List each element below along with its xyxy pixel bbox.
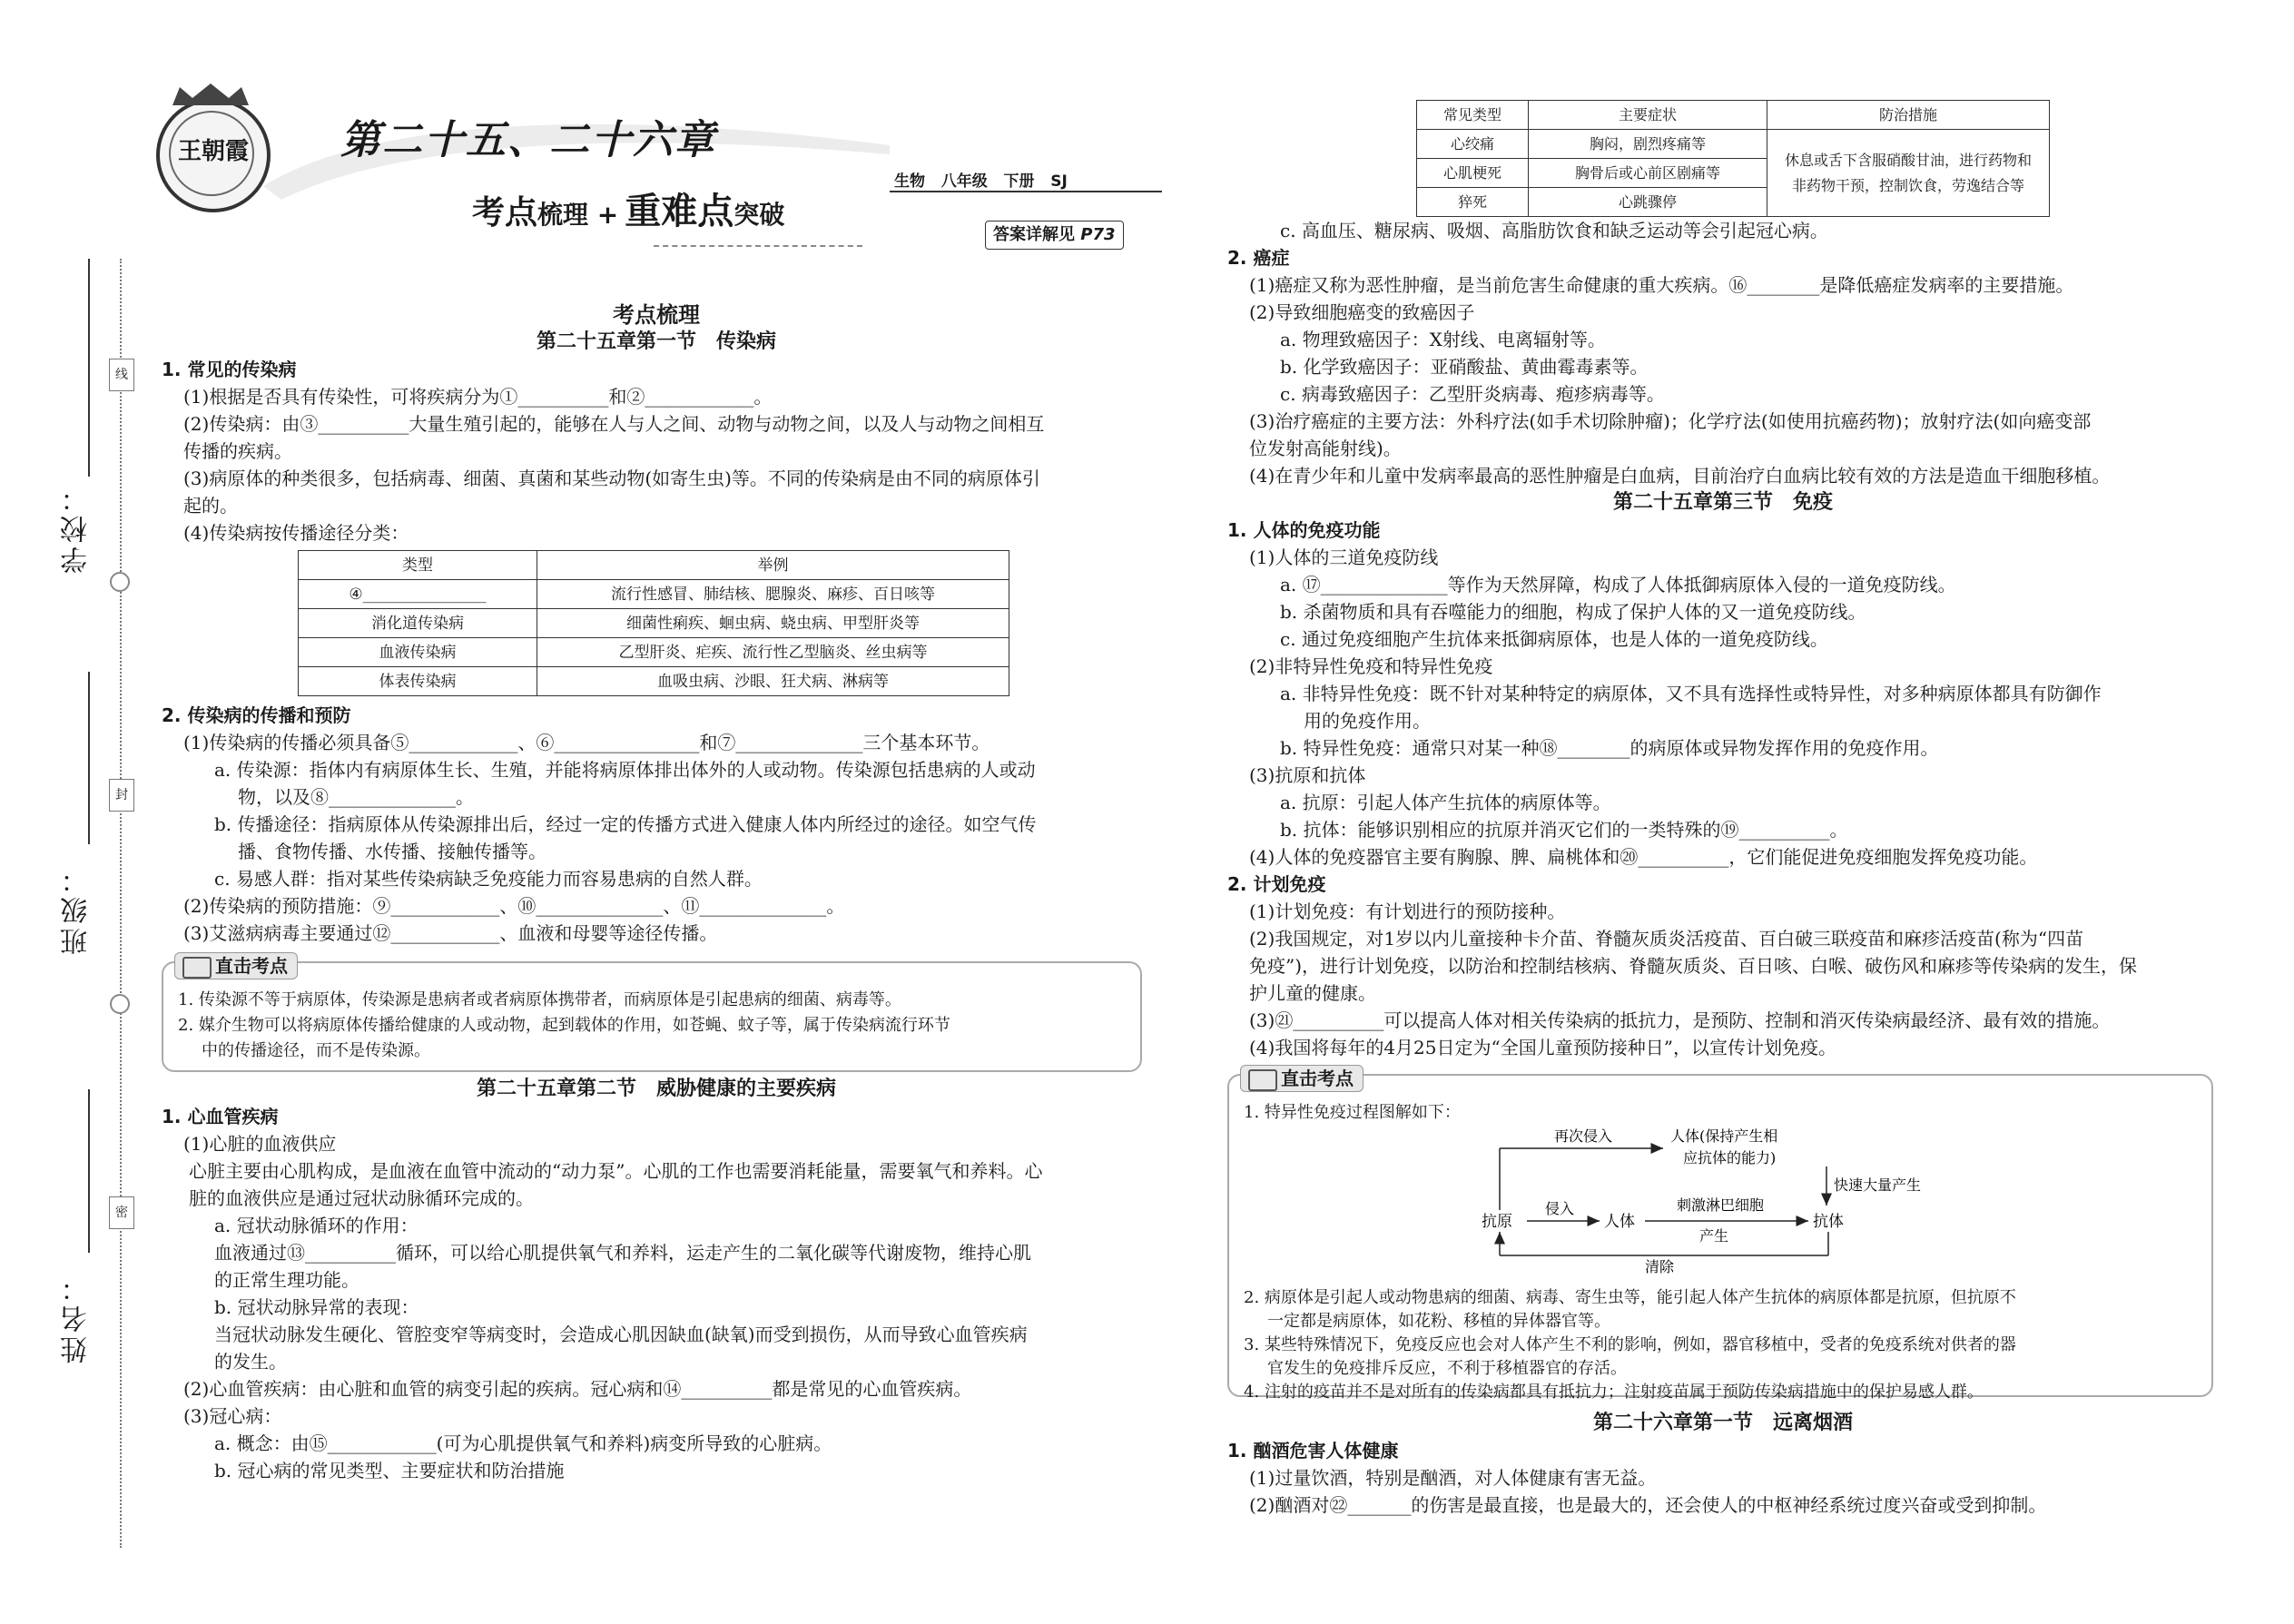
- s2-p3: (2)心血管疾病：由心脏和血管的病变引起的疾病。冠心病和⑭__________都是常见的心血管疾病。: [183, 1378, 972, 1400]
- left-column: [162, 301, 1151, 1484]
- table-header: 常见类型: [1417, 101, 1529, 130]
- r-2b: b. 化学致癌因子：亚硝酸盐、黄曲霉毒素等。: [1280, 356, 1649, 378]
- sub-title: 考点梳理 + 重难点突破: [472, 191, 785, 232]
- table-row: [299, 667, 1009, 696]
- tip1-line2b: 中的传播途径，而不是传染源。: [202, 1041, 430, 1060]
- section-heading: 考点梳理: [613, 302, 700, 328]
- tip2-line2b: 一定都是病原体，如花粉、移植的异体器官等。: [1267, 1312, 1610, 1331]
- tag-subject: 生物: [894, 172, 925, 191]
- transmission-table: [298, 550, 1009, 696]
- r-1: (1)癌症又称为恶性肿瘤，是当前危害生命健康的重大疾病。⑯________是降低癌症发病率的主要措施。: [1249, 274, 2074, 296]
- node-body2a: 人体(保持产生相: [1670, 1127, 1778, 1145]
- mark-xian: 线: [109, 359, 134, 391]
- chd-table: [1416, 100, 2050, 217]
- tag-volume: 下册: [1003, 172, 1035, 191]
- table-row: [299, 580, 1009, 609]
- s2-p4b: b. 冠心病的常见类型、主要症状和防治措施: [214, 1460, 565, 1481]
- table-cell: 胸骨后或心前区剧痛等: [1529, 159, 1767, 188]
- label-reenter: 再次侵入: [1554, 1127, 1613, 1145]
- r-2a: a. 物理致癌因子：X射线、电离辐射等。: [1280, 329, 1606, 350]
- tip-box-1: [162, 952, 1151, 1076]
- crown-icon: [169, 82, 252, 107]
- r-heading-2: 2. 癌症: [1227, 247, 1290, 269]
- label-clear: 清除: [1645, 1258, 1675, 1274]
- table-cell: 细菌性痢疾、蛔虫病、蛲虫病、甲型肝炎等: [537, 609, 1009, 638]
- s1-q2: (2)传染病的预防措施：⑨____________、⑩______________、⑪______________。: [183, 895, 845, 917]
- s1-qb2: 播、食物传播、水传播、接触传播等。: [238, 841, 546, 862]
- immune-diagram: [1472, 1119, 1944, 1274]
- s3-2: (2)非特异性免疫和特异性免疫: [1249, 655, 1493, 677]
- header-rule: [890, 191, 1162, 192]
- r-2c: c. 病毒致癌因子：乙型肝炎病毒、疱疹病毒等。: [1280, 383, 1665, 405]
- mark-mi: 密: [109, 1196, 134, 1229]
- right-column: [1227, 100, 2219, 1519]
- table-cell: 乙型肝炎、疟疾、流行性乙型脑炎、丝虫病等: [537, 638, 1009, 667]
- tip-box-2-title: 直击考点: [1240, 1065, 1364, 1092]
- s4-title: 第二十六章第一节 远离烟酒: [1592, 1412, 1853, 1434]
- r-3a: (3)治疗癌症的主要方法：外科疗法(如手术切除肿瘤)；化学疗法(如使用抗癌药物)；放射疗法(如向癌变部: [1249, 410, 2092, 432]
- s2-p1: (1)心脏的血液供应: [183, 1133, 337, 1155]
- table-header: 举例: [537, 551, 1009, 580]
- school-line: [88, 259, 90, 477]
- table-cell: 心肌梗死: [1417, 159, 1529, 188]
- table-header-row: [299, 551, 1009, 580]
- label-stim2: 产生: [1699, 1227, 1729, 1245]
- s1-p2a: (2)传染病：由③__________大量生殖引起的，能够在人与人之间、动物与动物之间，以及人与动物之间相互: [183, 413, 1045, 435]
- s3-4: (4)人体的免疫器官主要有胸腺、脾、扁桃体和⑳__________，它们能促进免疫细胞发挥免疫功能。: [1249, 846, 2038, 868]
- table-cell: 体表传染病: [299, 667, 537, 696]
- table-cell: 心跳骤停: [1529, 188, 1767, 217]
- table-row: [299, 638, 1009, 667]
- treatment-line: 非药物干预，控制饮食，劳逸结合等: [1791, 176, 2024, 194]
- hole-circle: [110, 994, 130, 1014]
- node-body: 人体: [1604, 1213, 1635, 1231]
- s3-1b: b. 杀菌物质和具有吞噬能力的细胞，构成了保护人体的又一道免疫防线。: [1280, 601, 1866, 623]
- s3-1c: c. 通过免疫细胞产生抗体来抵御病原体，也是人体的一道免疫防线。: [1280, 628, 1828, 650]
- s2-pa: a. 冠状动脉循环的作用：: [214, 1215, 418, 1236]
- class-line: [88, 672, 90, 844]
- s4-1: (1)过量饮酒，特别是酗酒，对人体健康有害无益。: [1249, 1467, 1657, 1489]
- name-label: 姓名：: [61, 1271, 93, 1363]
- table-header-row: [1417, 101, 2050, 130]
- node-antibody: 抗体: [1813, 1213, 1844, 1231]
- tip1-line2a: 2. 媒介生物可以将病原体传播给健康的人或动物，起到载体的作用，如苍蝇、蚊子等，属于传染病流行环节: [178, 1016, 950, 1035]
- s1-p3b: 起的。: [183, 495, 238, 517]
- s3-3b: b. 抗体：能够识别相应的抗原并消灭它们的一类特殊的⑲__________。: [1280, 819, 1848, 841]
- s1-qa1: a. 传染源：指体内有病原体生长、生殖，并能将病原体排出体外的人或动物。传染源包括患病的人或动: [214, 759, 1036, 781]
- tip2-line1: 1. 特异性免疫过程图解如下：: [1244, 1103, 1461, 1122]
- s2-p4: (3)冠心病：: [183, 1405, 282, 1427]
- mark-feng: 封: [109, 779, 134, 812]
- r-4: (4)在青少年和儿童中发病率最高的恶性肿瘤是白血病，目前治疗白血病比较有效的方法是造血干细胞移植。: [1249, 465, 2111, 487]
- s2-pb: b. 冠状动脉异常的表现：: [214, 1296, 419, 1318]
- book-icon: [182, 957, 212, 979]
- hole-circle: [110, 572, 130, 592]
- table-cell: ④________________: [299, 580, 537, 609]
- name-line: [88, 1089, 90, 1253]
- s3-8: (4)我国将每年的4月25日定为“全国儿童预防接种日”，以宣传计划免疫。: [1249, 1037, 1836, 1058]
- s2-heading-1: 1. 心血管疾病: [162, 1106, 279, 1127]
- s1-qb1: b. 传播途径：指病原体从传染源排出后，经过一定的传播方式进入健康人体内所经过的途径。如空气传: [214, 813, 1037, 835]
- s3-7: (3)㉑__________可以提高人体对相关传染病的抵抗力，是预防、控制和消灭传染病最经济、最有效的措施。: [1249, 1009, 2111, 1031]
- s3-heading-2: 2. 计划免疫: [1227, 873, 1326, 895]
- s3-5: (1)计划免疫：有计划进行的预防接种。: [1249, 901, 1566, 922]
- s2-p2a: 心脏主要由心肌构成，是血液在血管中流动的“动力泵”。心肌的工作也需要消耗能量，需要氧气和养料。心: [189, 1160, 1043, 1182]
- s2-pa1: 血液通过⑬__________循环，可以给心肌提供氧气和养料，运走产生的二氧化碳等代谢废物，维持心肌: [214, 1242, 1031, 1264]
- table-cell: 猝死: [1417, 188, 1529, 217]
- sub-title-rule: [654, 245, 862, 247]
- s3-6c: 护儿童的健康。: [1249, 982, 1376, 1004]
- s3-3a: a. 抗原：引起人体产生抗体的病原体等。: [1280, 792, 1611, 813]
- tip2-line3a: 3. 某些特殊情况下，免疫反应也会对人体产生不利的影响，例如，器官移植中，受者的免疫系统对供者的器: [1244, 1335, 2016, 1354]
- s2-title: 第二十五章第二节 威胁健康的主要疾病: [476, 1078, 836, 1100]
- label-stim1: 刺激淋巴细胞: [1677, 1196, 1765, 1214]
- s3-2b: b. 特异性免疫：通常只对某一种⑱________的病原体或异物发挥作用的免疫作用。: [1280, 737, 1939, 759]
- answer-reference: 答案详解见 P73: [985, 221, 1124, 250]
- s2-p4a: a. 概念：由⑮____________(可为心肌提供氧气和养料)病变所导致的心脏病。: [214, 1432, 832, 1454]
- brand-logo: [156, 98, 271, 212]
- s4-heading-1: 1. 酗酒危害人体健康: [1227, 1440, 1399, 1462]
- table-cell: 心绞痛: [1417, 130, 1529, 159]
- s3-heading-1: 1. 人体的免疫功能: [1227, 519, 1381, 541]
- label-rapid: 快速大量产生: [1834, 1176, 1922, 1194]
- s1-q1: (1)传染病的传播必须具备⑤____________、⑥________________和⑦______________三个基本环节。: [183, 732, 990, 753]
- table-header: 防治措施: [1767, 101, 2050, 130]
- tip-box-2: [1227, 1065, 2219, 1401]
- table-cell: 胸闷，剧烈疼痛等: [1529, 130, 1767, 159]
- s2-p2b: 脏的血液供应是通过冠状动脉循环完成的。: [189, 1187, 534, 1209]
- s3-2a2: 用的免疫作用。: [1304, 710, 1431, 732]
- tip1-line1: 1. 传染源不等于病原体，传染源是患病者或者病原体携带者，而病原体是引起患病的细菌、病毒等。: [178, 990, 901, 1009]
- s1-qc: c. 易感人群：指对某些传染病缺乏免疫能力而容易患病的自然人群。: [214, 868, 763, 890]
- tip2-line4: 4. 注射的疫苗并不是对所有的传染病都具有抵抗力；注射疫苗属于预防传染病措施中的保护易感人群。: [1244, 1383, 1984, 1402]
- s1-heading-1: 1. 常见的传染病: [162, 359, 297, 380]
- tip2-line2a: 2. 病原体是引起人或动物患病的细菌、病毒、寄生虫等，能引起人体产生抗体的病原体都是抗原，但抗原不: [1244, 1288, 2016, 1307]
- s1-p3a: (3)病原体的种类很多，包括病毒、细菌、真菌和某些动物(如寄生虫)等。不同的传染病是由不同的病原体引: [183, 468, 1040, 489]
- tag-grade: 八年级: [940, 172, 988, 191]
- s2-pb1: 当冠状动脉发生硬化、管腔变窄等病变时，会造成心肌因缺血(缺氧)而受到损伤，从而导致心血管疾病: [214, 1324, 1028, 1345]
- s2-pb2: 的发生。: [214, 1351, 287, 1373]
- table-cell: 消化道传染病: [299, 609, 537, 638]
- s1-p1: (1)根据是否具有传染性，可将疾病分为①__________和②____________。: [183, 386, 773, 408]
- binding-margin: [0, 0, 127, 1624]
- s1-qa2: 物，以及⑧______________。: [238, 786, 474, 808]
- s3-1a: a. ⑰______________等作为天然屏障，构成了人体抵御病原体入侵的一道免疫防线。: [1280, 574, 1956, 595]
- class-label: 班级：: [61, 862, 93, 955]
- logo-text: 王朝霞: [177, 138, 249, 165]
- s2-pa2: 的正常生理功能。: [214, 1269, 359, 1291]
- node-body2b: 应抗体的能力): [1683, 1149, 1777, 1166]
- table-cell: 流行性感冒、肺结核、腮腺炎、麻疹、百日咳等: [537, 580, 1009, 609]
- s3-6a: (2)我国规定，对1岁以内儿童接种卡介苗、脊髓灰质炎活疫苗、百白破三联疫苗和麻疹活疫苗(称为“四苗: [1249, 928, 2084, 950]
- tag-edition: SJ: [1050, 172, 1068, 191]
- table-row: [299, 609, 1009, 638]
- s3-title: 第二十五章第三节 免疫: [1612, 491, 1833, 514]
- table-header: 主要症状: [1529, 101, 1767, 130]
- table-cell: 血吸虫病、沙眼、狂犬病、淋病等: [537, 667, 1009, 696]
- school-label: 学校：: [61, 481, 93, 574]
- s3-3: (3)抗原和抗体: [1249, 764, 1366, 786]
- book-icon: [1248, 1069, 1277, 1091]
- tip2-line3b: 官发生的免疫排斥反应，不利于移植器官的存活。: [1267, 1359, 1627, 1378]
- r-c: c. 高血压、糖尿病、吸烟、高脂肪饮食和缺乏运动等会引起冠心病。: [1280, 220, 1828, 241]
- table-cell: 血液传染病: [299, 638, 537, 667]
- cut-line: [120, 259, 122, 1548]
- s1-q3: (3)艾滋病病毒主要通过⑫____________、血液和母婴等途径传播。: [183, 922, 718, 944]
- s1-title: 第二十五章第一节 传染病: [536, 330, 776, 353]
- r-2: (2)导致细胞癌变的致癌因子: [1249, 301, 1475, 323]
- node-antigen: 抗原: [1482, 1213, 1512, 1231]
- s4-2: (2)酗酒对㉒_______的伤害是最直接，也是最大的，还会使人的中枢神经系统过度兴奋或受到抑制。: [1249, 1494, 2047, 1516]
- s3-6b: 免疫”)，进行计划免疫，以防治和控制结核病、脊髓灰质炎、百日咳、白喉、破伤风和麻疹等传染病的发生，保: [1249, 955, 2138, 977]
- treatment-cell: [1767, 130, 2050, 217]
- treatment-line: 休息或舌下含服硝酸甘油，进行药物和: [1784, 151, 2032, 169]
- tip-box-1-title: 直击考点: [174, 952, 298, 979]
- s1-p2b: 传播的疾病。: [183, 440, 292, 462]
- label-enter: 侵入: [1545, 1200, 1575, 1217]
- s1-p4: (4)传染病按传播途径分类：: [183, 522, 409, 544]
- chapter-title: 第二十五、二十六章: [340, 117, 716, 163]
- s1-heading-2: 2. 传染病的传播和预防: [162, 704, 351, 726]
- table-row: [1417, 130, 2050, 159]
- s3-1: (1)人体的三道免疫防线: [1249, 546, 1439, 568]
- table-header: 类型: [299, 551, 537, 580]
- s3-2a1: a. 非特异性免疫：既不针对某种特定的病原体，又不具有选择性或特异性，对多种病原体都具有防御作: [1280, 683, 2102, 704]
- r-3b: 位发射高能射线)。: [1249, 438, 1402, 459]
